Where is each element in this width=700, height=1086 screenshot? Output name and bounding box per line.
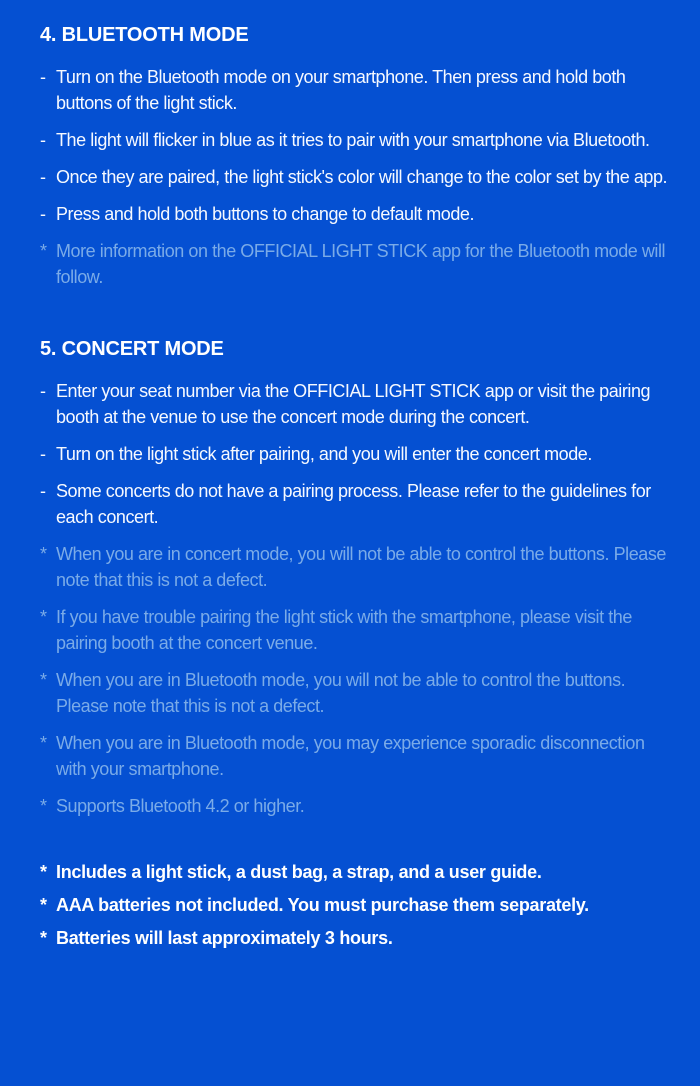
dash-marker: -	[40, 381, 46, 401]
note-item	[40, 793, 668, 819]
footer-note-text: Batteries will last approximately 3 hours.	[56, 928, 393, 948]
asterisk-marker: *	[40, 733, 47, 753]
bullet-text: The light will flicker in blue as it tries to pair with your smartphone via Bluetooth.	[56, 130, 650, 150]
section-concert-mode	[40, 336, 668, 819]
note-text: When you are in concert mode, you will not be able to control the buttons. Please note that this is not a defect.	[56, 544, 666, 590]
bullet-item	[40, 164, 668, 190]
note-text: Supports Bluetooth 4.2 or higher.	[56, 796, 305, 816]
asterisk-marker: *	[40, 607, 47, 627]
dash-marker: -	[40, 481, 46, 501]
dash-marker: -	[40, 444, 46, 464]
bullet-item	[40, 441, 668, 467]
bullet-text: Turn on the Bluetooth mode on your smartphone. Then press and hold both buttons of the light stick.	[56, 67, 626, 113]
dash-marker: -	[40, 67, 46, 87]
footer-note-item	[40, 859, 668, 885]
bullet-item	[40, 201, 668, 227]
note-item	[40, 238, 668, 290]
note-item	[40, 541, 668, 593]
dash-marker: -	[40, 167, 46, 187]
dash-marker: -	[40, 130, 46, 150]
asterisk-marker: *	[40, 670, 47, 690]
asterisk-marker: *	[40, 928, 47, 948]
section-bluetooth-mode	[40, 22, 668, 290]
bullet-text: Some concerts do not have a pairing process. Please refer to the guidelines for each concert.	[56, 481, 651, 527]
section-heading-concert-mode: 5. CONCERT MODE	[40, 338, 224, 360]
note-text: More information on the OFFICIAL LIGHT STICK app for the Bluetooth mode will follow.	[56, 241, 666, 287]
footer-note-text: Includes a light stick, a dust bag, a strap, and a user guide.	[56, 862, 542, 882]
bullet-item	[40, 127, 668, 153]
footer-note-text: AAA batteries not included. You must purchase them separately.	[56, 895, 589, 915]
note-text: If you have trouble pairing the light stick with the smartphone, please visit the pairing booth at the concert venue.	[56, 607, 632, 653]
bullet-text: Turn on the light stick after pairing, and you will enter the concert mode.	[56, 444, 592, 464]
asterisk-marker: *	[40, 862, 47, 882]
dash-marker: -	[40, 204, 46, 224]
note-item	[40, 730, 668, 782]
section-heading-bluetooth-mode: 4. BLUETOOTH MODE	[40, 24, 249, 46]
footer-notes	[40, 859, 668, 951]
bullet-text: Once they are paired, the light stick's color will change to the color set by the app.	[56, 167, 668, 187]
note-item	[40, 667, 668, 719]
footer-note-item	[40, 925, 668, 951]
note-item	[40, 604, 668, 656]
note-text: When you are in Bluetooth mode, you will not be able to control the buttons. Please note that this is not a defect.	[56, 670, 626, 716]
bullet-item	[40, 478, 668, 530]
note-text: When you are in Bluetooth mode, you may experience sporadic disconnection with your smartphone.	[56, 733, 645, 779]
asterisk-marker: *	[40, 895, 47, 915]
asterisk-marker: *	[40, 241, 47, 261]
bullet-item	[40, 64, 668, 116]
bullet-text: Press and hold both buttons to change to default mode.	[56, 204, 475, 224]
bullet-item	[40, 378, 668, 430]
footer-note-item	[40, 892, 668, 918]
bullet-text: Enter your seat number via the OFFICIAL LIGHT STICK app or visit the pairing booth at the venue to use the concert mode during the concert.	[56, 381, 651, 427]
asterisk-marker: *	[40, 544, 47, 564]
asterisk-marker: *	[40, 796, 47, 816]
